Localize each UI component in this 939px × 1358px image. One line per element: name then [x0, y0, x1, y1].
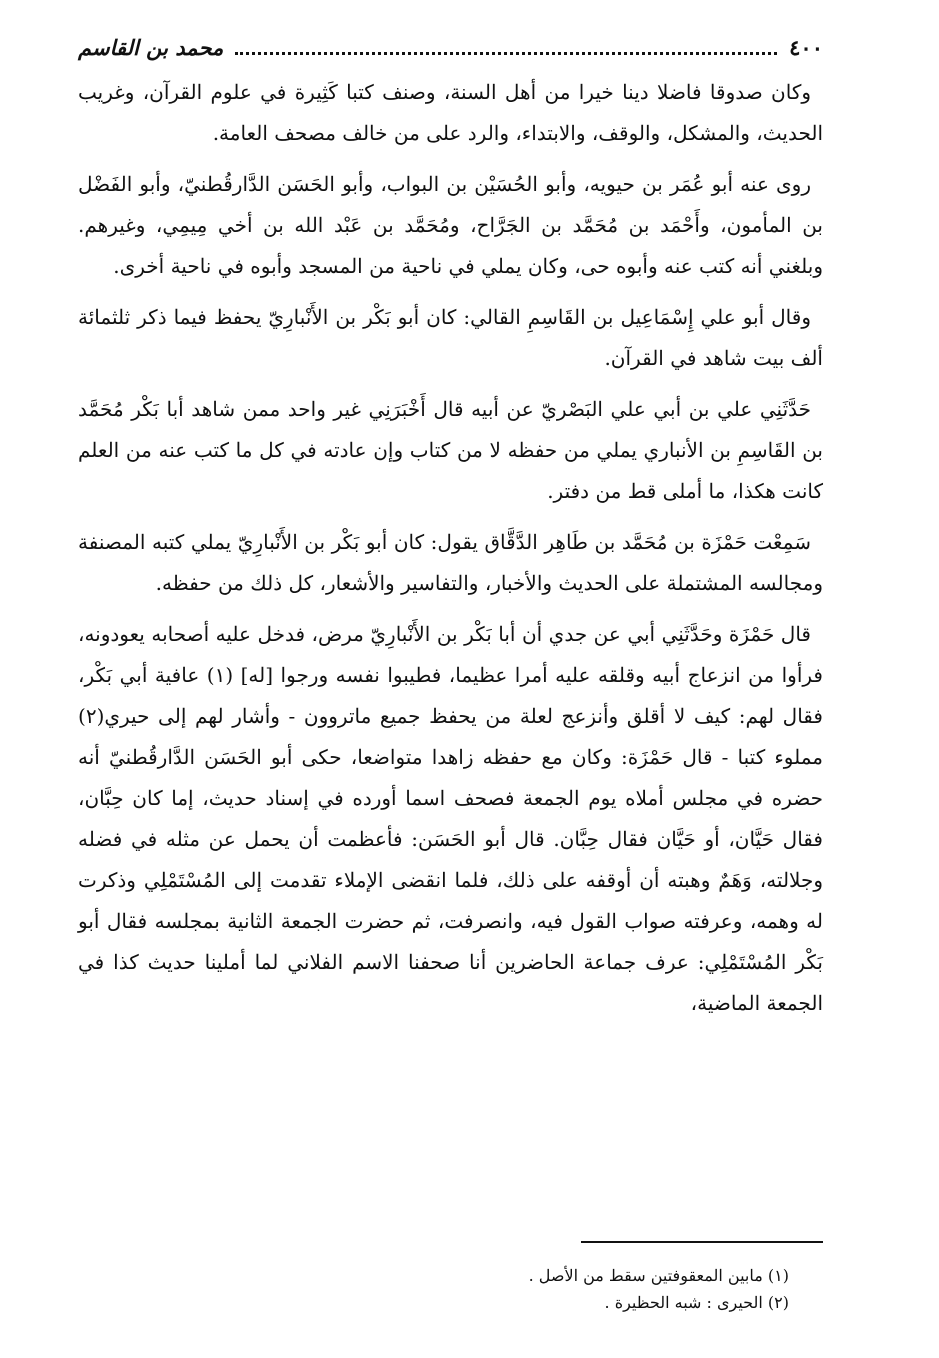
footnote: (١) مابين المعقوفتين سقط من الأصل .: [528, 1266, 789, 1285]
footnote: (٢) الحيرى : شبه الحظيرة .: [604, 1293, 789, 1312]
paragraph: روى عنه أبو عُمَر بن حيويه، وأبو الحُسَيْن بن البواب، وأبو الحَسَن الدَّارقُطنيّ، وأبو الفَضْل بن المأمون، وأَحْمَد بن مُحَمَّد بن الجَرَّاح، ومُحَمَّد بن عَبْد الله بن أخي مِيمِي، وغيرهم. وبلغني أنه كتب عنه وأبوه حى، وكان يملي في ناحية من المسجد وأبوه في ناحية أخرى.: [78, 172, 823, 278]
footnotes: [300, 1262, 789, 1316]
paragraph: قال حَمْزَة وحَدَّثَنِي أبي عن جدي أن أبا بَكْر بن الأَنْبارِيّ مرض، فدخل عليه أصحابه يعودونه، فرأوا من انزعاج أبيه وقلقه عليه أمرا عظيما، فطيبوا نفسه ورجوا [له] (١) عافية أبي بَكْر، فقال لهم: كيف لا أقلق وأنزعج لعلة من يحفظ جميع ماتروون - وأشار لهم إلى حيري(٢) مملوء كتبا - قال حَمْزَة: وكان مع حفظه زاهدا متواضعا، حكى أبو الحَسَن الدَّارقُطنيّ أنه حضره في مجلس أملاه يوم الجمعة فصحف اسما أورده في إسناد حديث، إما كان حِبَّان، فقال حَيَّان، أو حَيَّان فقال حِبَّان. قال أبو الحَسَن: فأعظمت أن يحمل عن مثله في فضله وجلالته، وَهَمٌ وهبته أن أوقفه على ذلك، فلما انقضى الإملاء تقدمت إلى المُسْتَمْلِي وذكرت له وهمه، وعرفته صواب القول فيه، وانصرفت، ثم حضرت الجمعة الثانية بمجلسه فقال أبو بَكْر المُسْتَمْلِي: عرف جماعة الحاضرين أنا صحفنا الاسم الفلاني لما أملينا حديث كذا في الجمعة الماضية،: [78, 622, 823, 1015]
page-number: ٤٠٠: [789, 34, 823, 60]
paragraph: سَمِعْت حَمْزَة بن مُحَمَّد بن طَاهِر الدَّقَّاق يقول: كان أبو بَكْر بن الأَنْبارِيّ يملي كتبه المصنفة ومجالسه المشتملة على الحديث والأخبار، والتفاسير والأشعار، كل ذلك من حفظه.: [78, 530, 823, 595]
running-head: [78, 30, 823, 64]
footnote-separator: [581, 1241, 823, 1243]
paragraph: حَدَّثَنِي علي بن أبي علي البَصْريّ عن أبيه قال أَخْبَرَنِي غير واحد ممن شاهد أبا بَكْر مُحَمَّد بن القَاسِمِ بن الأنباري يملي من حفظه لا من كتاب وإن عادته في كل ما كتب عنه من العلم كانت هكذا، ما أملى قط من دفتر.: [78, 397, 823, 503]
leader-dots: [235, 40, 777, 55]
paragraph: وقال أبو علي إِسْمَاعِيل بن القَاسِمِ القالي: كان أبو بَكْر بن الأَنْبارِيّ يحفظ فيما ذكر ثلثمائة ألف بيت شاهد في القرآن.: [78, 305, 823, 370]
running-head-title: محمد بن القاسم: [78, 34, 224, 60]
main-text: [78, 72, 823, 1034]
paragraph: وكان صدوقا فاضلا دينا خيرا من أهل السنة، وصنف كتبا كَثِيرة في علوم القرآن، وغريب الحديث، والمشكل، والوقف، والابتداء، والرد على من خالف مصحف العامة.: [78, 80, 823, 145]
